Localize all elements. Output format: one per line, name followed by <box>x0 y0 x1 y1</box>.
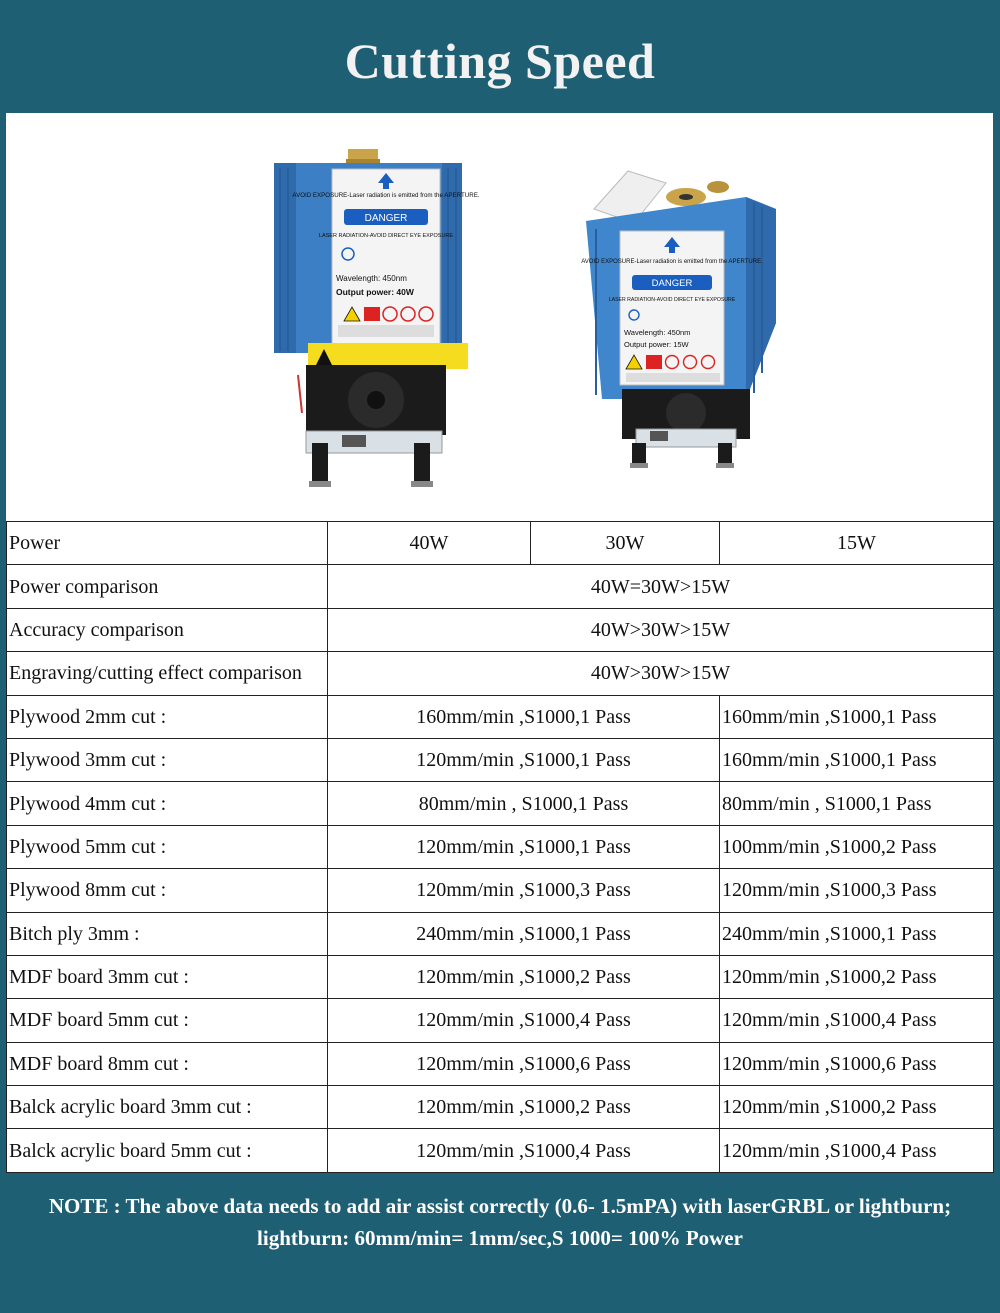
comparison-row <box>7 652 994 695</box>
exposure-text: AVOID EXPOSURE-Laser radiation is emitted from the APERTURE. <box>292 192 480 199</box>
content-panel <box>6 113 993 1173</box>
speed-15w: 120mm/min ,S1000,2 Pass <box>720 955 994 998</box>
speed-15w: 120mm/min ,S1000,4 Pass <box>720 1129 994 1172</box>
table-header-row <box>7 522 994 565</box>
material-label: Plywood 5mm cut : <box>7 825 328 868</box>
speed-40w-30w: 80mm/min , S1000,1 Pass <box>328 782 720 825</box>
table-row <box>7 1042 994 1085</box>
output-power-text: Output power: 40W <box>336 287 414 297</box>
material-label: MDF board 8mm cut : <box>7 1042 328 1085</box>
speed-40w-30w: 120mm/min ,S1000,4 Pass <box>328 1129 720 1172</box>
comparison-label: Engraving/cutting effect comparison <box>7 652 328 695</box>
table-row <box>7 1086 994 1129</box>
header-col-40w: 40W <box>328 522 531 565</box>
speed-40w-30w: 120mm/min ,S1000,2 Pass <box>328 955 720 998</box>
comparison-label: Accuracy comparison <box>7 608 328 651</box>
page-title: Cutting Speed <box>344 33 656 89</box>
speed-40w-30w: 160mm/min ,S1000,1 Pass <box>328 695 720 738</box>
comparison-value: 40W>30W>15W <box>328 652 994 695</box>
table-row <box>7 1129 994 1172</box>
table-row <box>7 825 994 868</box>
table-row <box>7 738 994 781</box>
material-label: Plywood 3mm cut : <box>7 738 328 781</box>
speed-15w: 120mm/min ,S1000,6 Pass <box>720 1042 994 1085</box>
cutting-speed-table <box>6 521 994 1173</box>
speed-15w: 240mm/min ,S1000,1 Pass <box>720 912 994 955</box>
speed-15w: 80mm/min , S1000,1 Pass <box>720 782 994 825</box>
speed-40w-30w: 120mm/min ,S1000,6 Pass <box>328 1042 720 1085</box>
svg-text:LASER RADIATION-AVOID DIRECT E: LASER RADIATION-AVOID DIRECT EYE EXPOSURE <box>608 297 736 303</box>
material-label: Plywood 8mm cut : <box>7 869 328 912</box>
note-line-1: NOTE : The above data needs to add air assist correctly (0.6- 1.5mPA) with laserGRBL or lightburn; <box>48 1194 952 1218</box>
svg-text:Wavelength: 450nm: Wavelength: 450nm <box>624 328 691 337</box>
comparison-value: 40W=30W>15W <box>328 565 994 608</box>
laser-module-40w <box>274 149 480 487</box>
speed-40w-30w: 120mm/min ,S1000,1 Pass <box>328 738 720 781</box>
table-row <box>7 999 994 1042</box>
svg-text:Output power: 15W: Output power: 15W <box>624 340 689 349</box>
svg-text:DANGER: DANGER <box>651 278 693 289</box>
material-label: Plywood 4mm cut : <box>7 782 328 825</box>
comparison-row <box>7 565 994 608</box>
speed-15w: 160mm/min ,S1000,1 Pass <box>720 695 994 738</box>
header-label: Power <box>7 522 328 565</box>
speed-15w: 120mm/min ,S1000,3 Pass <box>720 869 994 912</box>
speed-40w-30w: 120mm/min ,S1000,1 Pass <box>328 825 720 868</box>
speed-15w: 100mm/min ,S1000,2 Pass <box>720 825 994 868</box>
material-label: Plywood 2mm cut : <box>7 695 328 738</box>
speed-15w: 160mm/min ,S1000,1 Pass <box>720 738 994 781</box>
material-label: MDF board 3mm cut : <box>7 955 328 998</box>
comparison-value: 40W>30W>15W <box>328 608 994 651</box>
table-row <box>7 955 994 998</box>
svg-text:AVOID EXPOSURE-Laser radiation: AVOID EXPOSURE-Laser radiation is emitted from the APERTURE. <box>581 259 763 265</box>
table-body <box>7 522 994 1173</box>
note-line-2: lightburn: 60mm/min= 1mm/sec,S 1000= 100% Power <box>257 1226 743 1250</box>
material-label: MDF board 5mm cut : <box>7 999 328 1042</box>
footer-note <box>10 1190 990 1254</box>
table-row <box>7 869 994 912</box>
danger-label: DANGER <box>364 213 408 224</box>
speed-40w-30w: 120mm/min ,S1000,4 Pass <box>328 999 720 1042</box>
header-col-30w: 30W <box>531 522 720 565</box>
header-col-15w: 15W <box>720 522 994 565</box>
wavelength-text: Wavelength: 450nm <box>336 274 407 283</box>
laser-modules-photo <box>6 113 993 521</box>
table-row <box>7 912 994 955</box>
material-label: Bitch ply 3mm : <box>7 912 328 955</box>
laser-module-15w <box>581 171 776 468</box>
speed-40w-30w: 120mm/min ,S1000,2 Pass <box>328 1086 720 1129</box>
speed-15w: 120mm/min ,S1000,4 Pass <box>720 999 994 1042</box>
comparison-label: Power comparison <box>7 565 328 608</box>
speed-40w-30w: 120mm/min ,S1000,3 Pass <box>328 869 720 912</box>
table-row <box>7 695 994 738</box>
speed-15w: 120mm/min ,S1000,2 Pass <box>720 1086 994 1129</box>
speed-40w-30w: 240mm/min ,S1000,1 Pass <box>328 912 720 955</box>
material-label: Balck acrylic board 3mm cut : <box>7 1086 328 1129</box>
comparison-row <box>7 608 994 651</box>
table-row <box>7 782 994 825</box>
warning-text: LASER RADIATION-AVOID DIRECT EYE EXPOSURE <box>318 233 454 239</box>
material-label: Balck acrylic board 5mm cut : <box>7 1129 328 1172</box>
